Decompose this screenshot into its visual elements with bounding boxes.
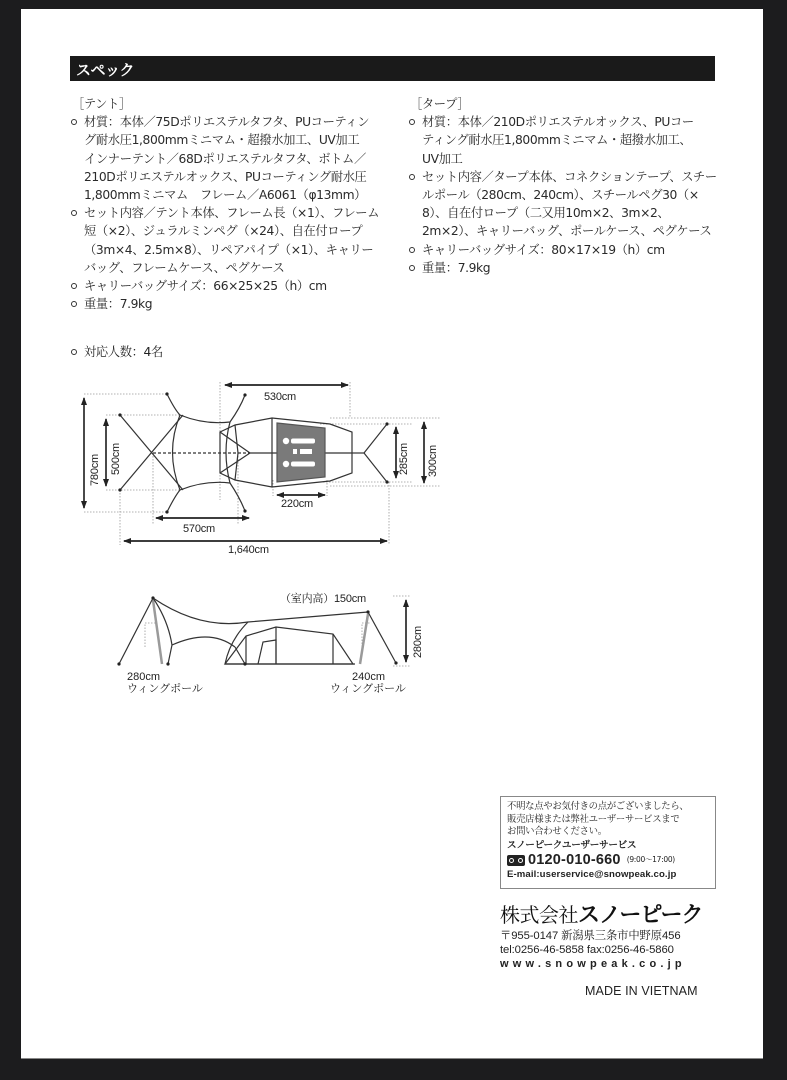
- dim-tarp-length: 570cm: [183, 523, 216, 535]
- company-info: [500, 901, 702, 971]
- spec-line: （3m×4、2.5m×8）、リペアパイプ（×1）、キャリー: [84, 242, 374, 257]
- service-hours: (9:00〜17:00): [626, 855, 675, 865]
- dim-tent-width-outer: 300cm: [427, 444, 439, 477]
- dim-total-height: 280cm: [412, 625, 424, 658]
- spec-line: UV加工: [422, 151, 463, 166]
- spec-line: キャリーバッグサイズ：80×17×19（h）cm: [422, 242, 665, 257]
- made-in-label: MADE IN VIETNAM: [585, 984, 698, 998]
- left-pole-size: 280cm: [127, 671, 161, 683]
- dim-inner-height: （室内高）150cm: [280, 593, 367, 605]
- right-pole-name: ウィングポール: [330, 683, 406, 695]
- spec-line: 210Dポリエステルオックス、PUコーティング耐水圧: [84, 169, 367, 184]
- tent-category-label: ［テント］: [72, 97, 131, 111]
- spec-line: 8）、自在付ロープ（二又用10m×2、3m×2、: [422, 206, 670, 221]
- spec-line: セット内容／タープ本体、コネクションテープ、スチー: [422, 169, 717, 184]
- spec-line: インナーテント／68Dポリエステルタフタ、ボトム／: [84, 151, 366, 166]
- notice-line: 不明な点やお気付きの点がございましたら、: [507, 801, 689, 812]
- dim-inner-tent-length: 220cm: [281, 498, 314, 510]
- spec-line: 短（×2）、ジュラルミンペグ（×24）、自在付ロープ: [84, 224, 363, 239]
- customer-service-box: [500, 796, 716, 889]
- free-dial-icon: [507, 855, 525, 866]
- company-name-prefix: 株式会社: [500, 903, 578, 927]
- dim-tent-width-inner: 285cm: [398, 442, 410, 475]
- spec-line: 2m×2）、キャリーバッグ、ポールケース、ペグケース: [422, 224, 712, 239]
- spec-line: ティング耐水圧1,800mmミニマム・超撥水加工、: [422, 133, 692, 148]
- spec-page: [21, 9, 763, 1058]
- spec-line: 重量：7.9kg: [422, 260, 491, 275]
- spec-line: 重量：7.9kg: [84, 297, 153, 312]
- phone-row: [507, 852, 715, 869]
- dim-tarp-total-width: 780cm: [89, 453, 101, 486]
- email-address[interactable]: E-mail:userservice@snowpeak.co.jp: [507, 869, 677, 880]
- company-brand-logo: スノーピーク: [578, 903, 703, 928]
- spec-line: グ耐水圧1,800mmミニマム・超撥水加工、UV加工: [84, 133, 360, 148]
- company-website[interactable]: www.snowpeak.co.jp: [500, 958, 686, 970]
- spec-line: ルポール（280cm、240cm）、スチールペグ30（×: [422, 188, 699, 203]
- section-title: スペック: [76, 61, 135, 79]
- right-pole-size: 240cm: [352, 671, 386, 683]
- dim-total-length: 1,640cm: [228, 544, 269, 556]
- company-contact: tel:0256-46-5858 fax:0256-46-5860: [500, 943, 674, 956]
- notice-line: 販売店様または弊社ユーザーサービスまで: [507, 813, 680, 825]
- service-name: スノーピークユーザーサービス: [507, 839, 637, 851]
- spec-line: バッグ、フレームケース、ペグケース: [84, 260, 285, 275]
- spec-line: 材質：本体／210Dポリエステルオックス、PUコー: [422, 115, 694, 130]
- capacity-text: 対応人数：4名: [84, 345, 163, 359]
- company-name: [500, 901, 702, 930]
- notice-line: お問い合わせください。: [507, 826, 607, 837]
- dim-tent-length: 530cm: [264, 391, 297, 403]
- dim-tarp-pole-width: 500cm: [110, 442, 122, 475]
- spec-line: セット内容／テント本体、フレーム長（×1）、フレーム: [84, 206, 380, 221]
- spec-line: 1,800mmミニマム フレーム／A6061（φ13mm）: [84, 188, 367, 203]
- left-pole-label: [127, 671, 203, 695]
- spec-line: 材質：本体／75Dポリエステルタフタ、PUコーティン: [84, 115, 370, 130]
- spec-line: キャリーバッグサイズ：66×25×25（h）cm: [84, 279, 327, 294]
- tarp-category-label: ［タープ］: [410, 97, 470, 111]
- company-address: 〒955-0147 新潟県三条市中野原456: [500, 930, 681, 942]
- phone-number[interactable]: 0120-010-660: [528, 852, 621, 869]
- right-pole-label: [330, 671, 406, 695]
- left-pole-name: ウィングポール: [127, 683, 203, 695]
